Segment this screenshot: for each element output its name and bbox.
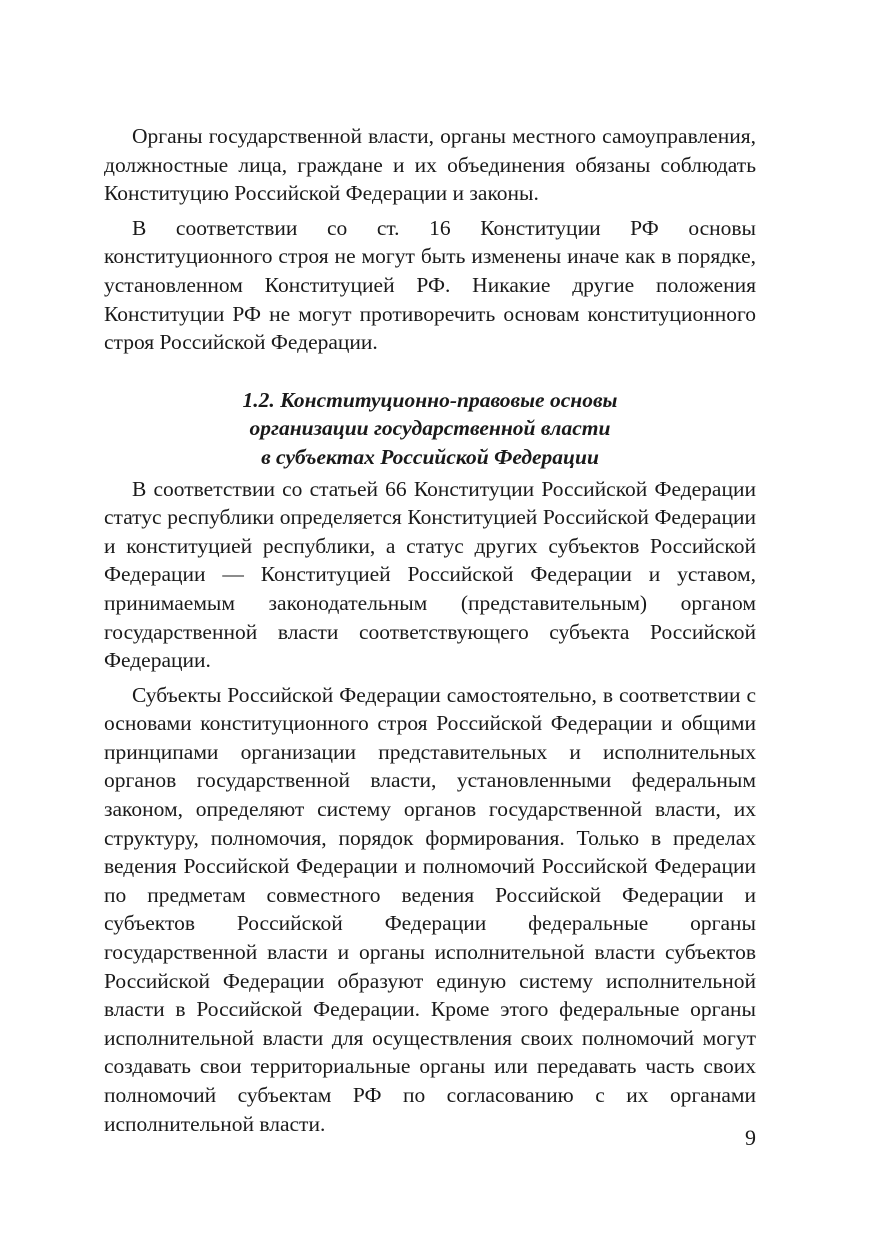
section-heading-line-1: 1.2. Конституционно-правовые основы xyxy=(242,387,618,412)
page-number: 9 xyxy=(745,1125,756,1150)
paragraph-article-66: В соответствии со статьей 66 Конституции Российской Федерации статус республики определяется Конституцией Российской Федерации и конституцией республики, а статус других субъектов Российской Федерации — Конституцией Российской Федерации и уставом, принимаемым законодательным (представительным) органом государственной власти соответствующего субъекта Российской Федерации. xyxy=(104,476,756,673)
section-heading-line-2: организации государственной власти xyxy=(249,416,611,441)
paragraph-article-16: В соответствии со ст. 16 Конституции РФ основы конституционного строя не могут быть изменены иначе как в порядке, установленном Конституцией РФ. Никакие другие положения Конституции РФ не могут противоречить основам конституционного строя Российской Федерации. xyxy=(104,215,756,355)
paragraph-subjects-powers: Субъекты Российской Федерации самостоятельно, в соответствии с основами конституционного строя Российской Федерации и общими принципами организации представительных и исполнительных органов государственной власти, установленными федеральным законом, определяют систему органов государственной власти, их структуру, полномочия, порядок формирования. Только в пределах ведения Российской Федерации и полномочий Российской Федерации по предметам совместного ведения Российской Федерации и субъектов Российской Федерации федеральные органы государственной власти и органы исполнительной власти субъектов Российской Федерации образуют единую систему исполнительной власти в Российской Федерации. Кроме этого федеральные органы исполнительной власти для осуществления своих полномочий могут создавать свои территориальные органы или передавать часть своих полномочий субъектам РФ по согласованию с их органами исполнительной власти. xyxy=(104,682,756,1136)
section-heading-line-3: в субъектах Российской Федерации xyxy=(261,444,599,469)
paragraph-authorities-obligation: Органы государственной власти, органы местного самоуправления, должностные лица, граждане и их объединения обязаны соблюдать Конституцию Российской Федерации и законы. xyxy=(104,124,756,206)
section-heading xyxy=(104,386,756,472)
page-body xyxy=(104,122,756,1138)
